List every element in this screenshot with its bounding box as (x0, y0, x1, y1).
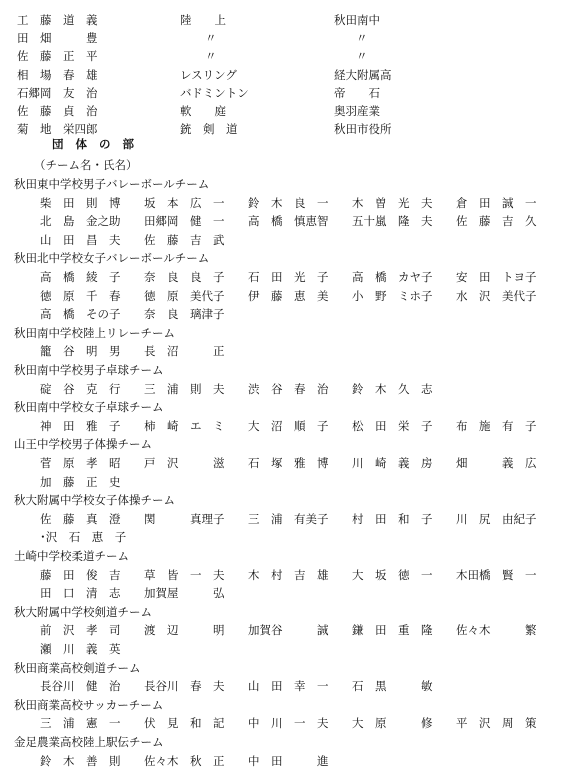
member-name: 平 沢 周 策 (456, 716, 537, 730)
person-name: 石郷岡 友 治 (17, 86, 98, 100)
member-name: 安 田 トヨ子 (456, 270, 537, 284)
member-name: 布 施 有 子 (456, 419, 537, 433)
member-name: 木 曽 光 夫 (352, 196, 433, 210)
member-name: 小 野 ミホ子 (352, 289, 433, 303)
member-name: 神 田 雅 子 (40, 419, 121, 433)
member-name: 鈴 木 善 則 (40, 754, 121, 768)
event-name: 〃 (205, 31, 217, 45)
affiliation: 奥羽産業 (334, 104, 380, 118)
member-name: 籠 谷 明 男 (40, 344, 121, 358)
member-name: 高 橋 その子 (40, 307, 121, 321)
event-name: レスリング (180, 68, 237, 82)
member-name: 鈴 木 久 志 (352, 382, 433, 396)
event-name: 軟 庭 (180, 104, 226, 118)
event-name: 陸 上 (180, 13, 226, 27)
team-name: 金足農業高校陸上駅伝チーム (14, 735, 164, 749)
member-name: 三 浦 憲 一 (40, 716, 121, 730)
member-name: 伊 藤 恵 美 (248, 289, 329, 303)
affiliation: 秋田市役所 (334, 122, 392, 136)
member-name: 田 口 清 志 (40, 586, 121, 600)
member-name: 柴 田 則 博 (40, 196, 121, 210)
member-name: 戸 沢 滋 (144, 456, 225, 470)
team-name: 秋田南中学校男子卓球チーム (14, 363, 164, 377)
team-name: 秋田商業高校剣道チーム (14, 661, 141, 675)
member-name: 鈴 木 良 一 (248, 196, 329, 210)
member-name: 中 川 一 夫 (248, 716, 329, 730)
member-name: 中 田 進 (248, 754, 329, 768)
member-name: 山 田 昌 夫 (40, 233, 121, 247)
member-name: 川 崎 義 房 (352, 456, 433, 470)
member-name: 碇 谷 克 行 (40, 382, 121, 396)
member-name: 倉 田 誠 一 (456, 196, 537, 210)
person-name: 佐 藤 正 平 (17, 49, 98, 63)
member-name: 田郷岡 健 一 (144, 214, 225, 228)
member-name: 畑 義 広 (456, 456, 537, 470)
member-name: 水 沢 美代子 (456, 289, 537, 303)
team-name: 秋田北中学校女子バレーボールチーム (14, 251, 210, 265)
member-name: 木田橋 賢 一 (456, 568, 537, 582)
member-name: 長谷川 春 夫 (144, 679, 225, 693)
member-name: 大 沼 順 子 (248, 419, 329, 433)
member-name: 加 藤 正 史 (40, 475, 121, 489)
affiliation: 秋田南中 (334, 13, 380, 27)
member-name: 佐々木 秋 正 (144, 754, 225, 768)
member-name: 三 浦 則 夫 (144, 382, 225, 396)
team-name: 秋田南中学校女子卓球チーム (14, 400, 164, 414)
event-name: 〃 (205, 49, 217, 63)
member-name: 伏 見 和 記 (144, 716, 225, 730)
member-name: 大 坂 徳 一 (352, 568, 433, 582)
section-title: 団 体 の 部 (52, 137, 139, 151)
person-name: 相 場 春 雄 (17, 68, 98, 82)
member-name: 村 田 和 子 (352, 512, 433, 526)
team-name: 秋大附属中学校剣道チーム (14, 605, 152, 619)
legend-text: （チーム名・氏名） (34, 158, 138, 172)
member-name: 菅 原 孝 昭 (40, 456, 121, 470)
affiliation: 帝 石 (334, 86, 380, 100)
person-name: 工 藤 道 義 (17, 13, 98, 27)
affiliation: 経大附属高 (334, 68, 392, 82)
member-name: 藤 田 俊 吉 (40, 568, 121, 582)
member-name: 坂 本 広 一 (144, 196, 225, 210)
person-name: 佐 藤 貞 治 (17, 104, 98, 118)
member-name: 松 田 栄 子 (352, 419, 433, 433)
member-name: 瀬 川 義 英 (40, 642, 121, 656)
affiliation: 〃 (356, 49, 368, 63)
event-name: 銃 剣 道 (180, 122, 238, 136)
member-name: 長 沼 正 (144, 344, 225, 358)
event-name: バドミントン (180, 86, 249, 100)
member-name: 長谷川 健 治 (40, 679, 121, 693)
member-name: 草 皆 一 夫 (144, 568, 225, 582)
team-name: 土崎中学校柔道チーム (14, 549, 129, 563)
member-name: ･沢 石 恵 子 (40, 530, 127, 544)
member-name: 加賀屋 弘 (144, 586, 225, 600)
member-name: 奈 良 璃津子 (144, 307, 225, 321)
member-name: 高 橋 慎恵智 (248, 214, 329, 228)
member-name: 渋 谷 春 治 (248, 382, 329, 396)
member-name: 山 田 幸 一 (248, 679, 329, 693)
person-name: 田 畑 豊 (17, 31, 98, 45)
member-name: 木 村 吉 雄 (248, 568, 329, 582)
team-name: 秋田商業高校サッカーチーム (14, 698, 164, 712)
team-name: 秋田南中学校陸上リレーチーム (14, 326, 175, 340)
member-name: 渡 辺 明 (144, 623, 225, 637)
member-name: 石 黒 敏 (352, 679, 433, 693)
member-name: 関 真理子 (144, 512, 225, 526)
member-name: 北 島 金之助 (40, 214, 121, 228)
member-name: 加賀谷 誠 (248, 623, 329, 637)
member-name: 柿 崎 エ ミ (144, 419, 225, 433)
team-name: 山王中学校男子体操チーム (14, 437, 152, 451)
member-name: 佐 藤 真 澄 (40, 512, 121, 526)
member-name: 鎌 田 重 隆 (352, 623, 433, 637)
member-name: 高 橋 カヤ子 (352, 270, 433, 284)
member-name: 三 浦 有美子 (248, 512, 329, 526)
member-name: 五十嵐 隆 夫 (352, 214, 433, 228)
member-name: 石 田 光 子 (248, 270, 329, 284)
team-name: 秋大附属中学校女子体操チーム (14, 493, 175, 507)
affiliation: 〃 (356, 31, 368, 45)
member-name: 佐々木 繁 (456, 623, 537, 637)
member-name: 高 橋 綾 子 (40, 270, 121, 284)
member-name: 徳 原 美代子 (144, 289, 225, 303)
member-name: 奈 良 良 子 (144, 270, 225, 284)
team-name: 秋田東中学校男子バレーボールチーム (14, 177, 210, 191)
member-name: 徳 原 千 春 (40, 289, 121, 303)
member-name: 佐 藤 吉 武 (144, 233, 225, 247)
member-name: 石 塚 雅 博 (248, 456, 329, 470)
member-name: 佐 藤 吉 久 (456, 214, 537, 228)
member-name: 川 尻 由紀子 (456, 512, 537, 526)
person-name: 菊 地 栄四郎 (17, 122, 98, 136)
member-name: 前 沢 孝 司 (40, 623, 121, 637)
member-name: 大 原 修 (352, 716, 433, 730)
